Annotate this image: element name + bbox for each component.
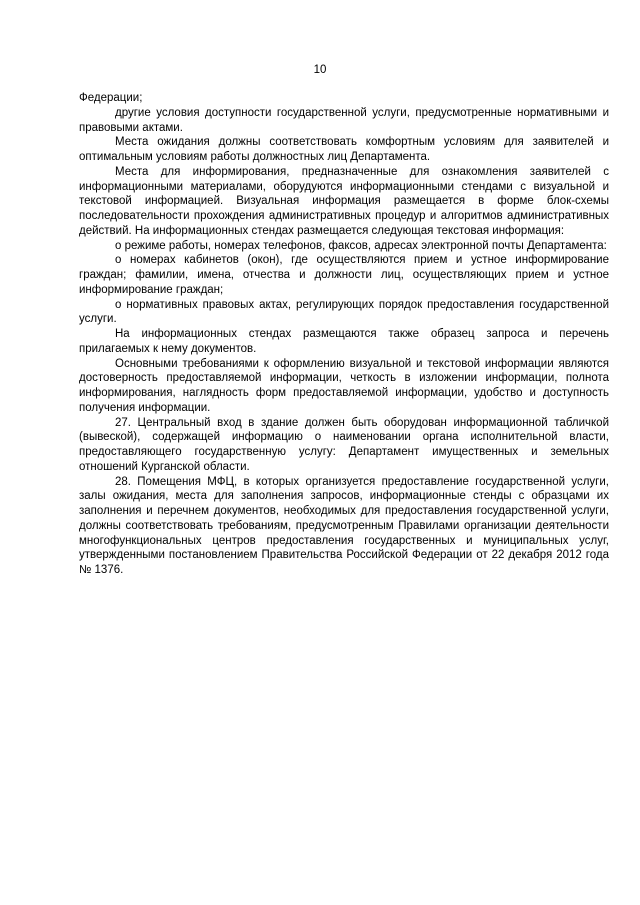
paragraph-item-28: 28. Помещения МФЦ, в которых организуется предоставление государственной услуги, залы ожидания, места для заполнения запросов, информационные стенды с образцами их заполнения и перечнем документов, необходимых для предоставления государственной услуги, должны соответствовать требованиям, предусмотренным Правилами организации деятельности многофункциональных центров предоставления государственных и муниципальных услуг, утвержденными постановлением Правительства Российской Федерации от 22 декабря 2012 года № 1376. [79, 475, 609, 576]
paragraph-other-conditions: другие условия доступности государственной услуги, предусмотренные нормативными и правовыми актами. [79, 106, 609, 134]
paragraph-item-27: 27. Центральный вход в здание должен быть оборудован информационной табличкой (вывеской), содержащей информацию о наименовании органа исполнительной власти, предоставляющего государственную услугу: Департамент имущественных и земельных отношений Курганской области. [79, 416, 609, 473]
paragraph-sample-request: На информационных стендах размещаются также образец запроса и перечень прилагаемых к нему документов. [79, 328, 609, 355]
page-number: 10 [313, 64, 327, 76]
paragraph-legal-acts: о нормативных правовых актах, регулирующих порядок предоставления государственной услуги. [79, 298, 609, 326]
paragraph-main-requirements: Основными требованиями к оформлению визуальной и текстовой информации являются достоверность предоставляемой информации, четкость в изложении информации, полнота информирования, наглядность форм предоставляемой информации, удобство и доступность получения информации. [79, 357, 609, 414]
paragraph-office-numbers: о номерах кабинетов (окон), где осуществляются прием и устное информирование граждан; фамилии, имена, отчества и должности лиц, осуществляющих прием и устное информирование граждан; [79, 254, 609, 296]
paragraph-information-places: Места для информирования, предназначенные для ознакомления заявителей с информационными материалами, оборудуются информационными стендами с визуальной и текстовой информацией. Визуальная информация размещается в форме блок-схемы последовательности прохождения административных процедур и алгоритмов административных действий. На информационных стендах размещается следующая текстовая информация: [79, 165, 609, 237]
paragraph-waiting-areas: Места ожидания должны соответствовать комфортным условиям для заявителей и оптимальным условиям работы должностных лиц Департамента. [79, 136, 609, 163]
paragraph-federation-end: Федерации; [79, 92, 143, 104]
paragraph-work-schedule: о режиме работы, номерах телефонов, факсов, адресах электронной почты Департамента: [115, 239, 607, 252]
document-body [79, 91, 609, 578]
